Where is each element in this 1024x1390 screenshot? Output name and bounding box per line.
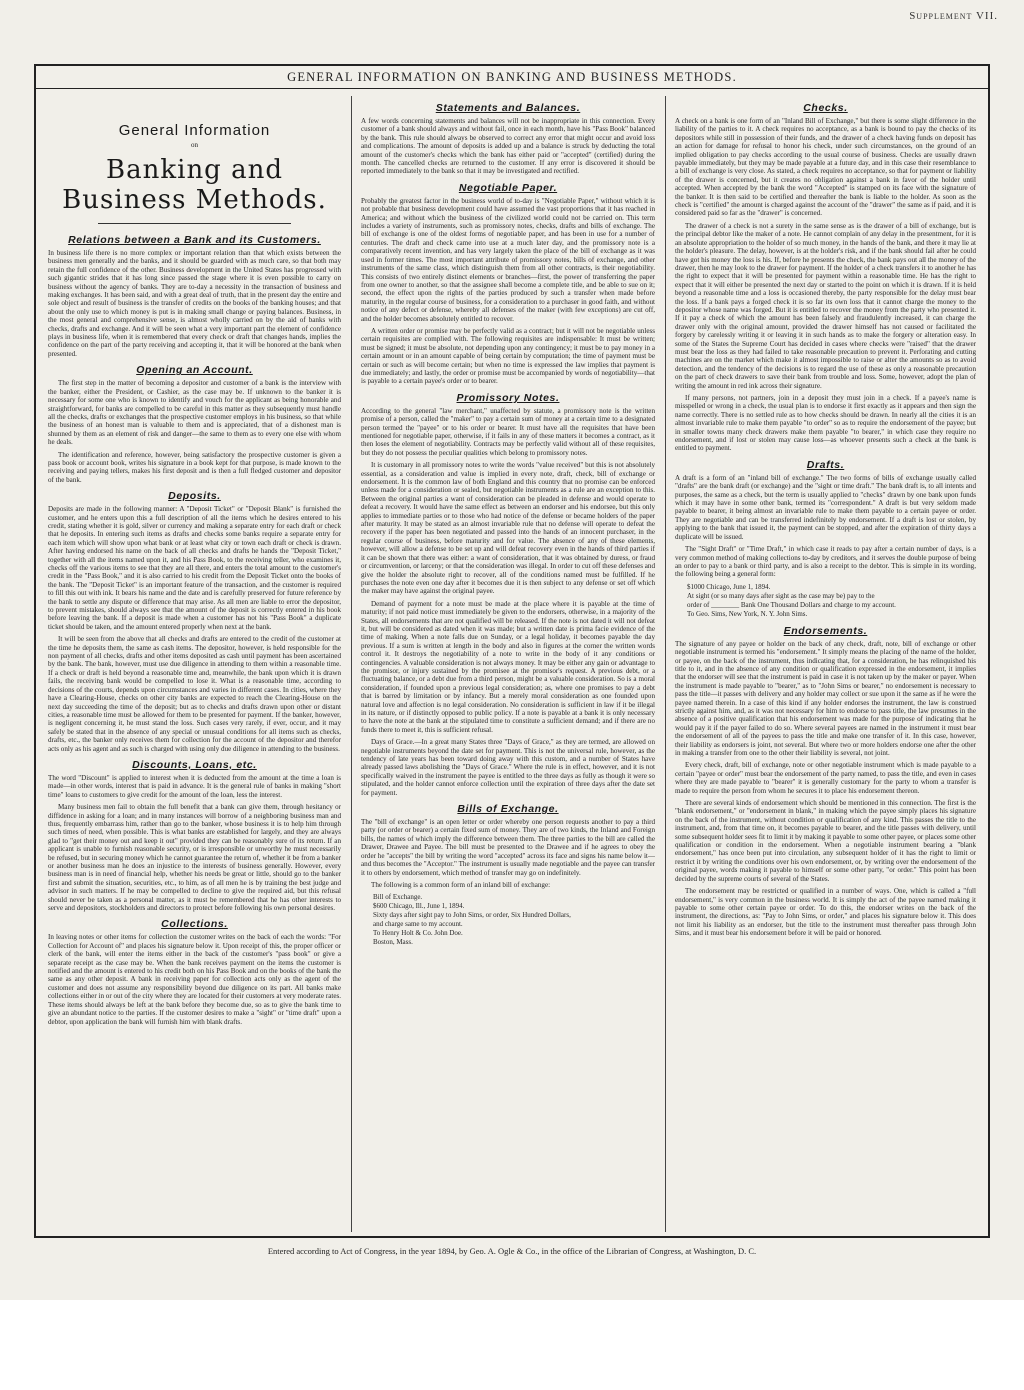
form-line: Boston, Mass. — [373, 938, 413, 947]
masthead-on: on — [191, 141, 198, 149]
section-heading-endorsements: Endorsements. — [783, 624, 868, 637]
bill-of-exchange-form — [373, 893, 655, 947]
header-rule — [36, 88, 988, 89]
section-text-bills: The "bill of exchange" is an open letter or order whereby one person requests another to pay a third party (or order or bearer) a certain fixed sum of money. They are of two kinds, the Inland and Foreign bills, the names of which imply the difference between them. The three parties to the bill are called the Drawer, Drawee and Payee. The bill must be presented to the Drawee and if he agrees to obey the order he "accepts" the bill by writing the word "accepted" across its face and signs his name below it—and thus becomes the "Acceptor." The instrument is usually made negotiable and the payee can transfer it to others by endorsement, which method of transfer may go on indefinitely. — [361, 818, 655, 877]
draft-form — [687, 583, 976, 619]
section-text-deposits: Deposits are made in the following manner: A "Deposit Ticket" or "Deposit Blank" is furnished the customer, and he enters upon this a full description of all the items which he desires entered to his credit, stating whether it is gold, silver or currency and making a separate entry for each draft or check that he deposits. In entering such items as drafts and checks some banks require a separate entry for each item which will show upon what bank or at least what city or town each draft or check is drawn. After having endorsed his name on the back of all checks and drafts he hands the "Deposit Ticket," together with all the items named upon it, and his Pass Book, to the receiving teller, who examines it, checks off the various items to see that they are all there, and enters the total amount to the customer's credit in the "Pass Book," and it is also carried to his credit from the Deposit Ticket onto the books of the bank. The "Deposit Ticket" is an important feature of the transaction, and the customer is required to fill this out with ink. It bears his name and the date and is carefully preserved for future reference by the bank to settle any dispute or difference that may arise. As all men are liable to error the depositor, to prevent mistakes, should always see that the amount of the deposit is correctly entered in his book before leaving the bank. If a deposit is made when a customer has not his "Pass Book" a duplicate ticket should be taken, and the amount entered properly when next at the bank. — [48, 505, 341, 631]
section-text-checks-2: The drawer of a check is not a surety in the same sense as is the drawer of a bill of exchange, but is the principal debtor like the maker of a note. He cannot complain of any delay in the presentment, for it is an absolute appropriation to the holder of so much money, in the hands of the bank, and there it may lie at the holder's pleasure. The delay, however, is at the holder's risk, and if the bank should fail after he could have got his money the loss is his. If, before he presents the check, the bank pays out all the money of the drawer, then he may look to the drawer for payment. If the holder of a check transfers it to another he has the right to expect that it will be presented for payment within a reasonable time. He has the right to expect that it will either be presented the next day or started to the point on which it is drawn. If it is held beyond a reasonable time and a loss is occasioned thereby, the party responsible for the delay must bear the loss. If a bank pays a forged check it is so far its own loss that it cannot charge the money to the depositor whose name was forged. But it is entitled to recover the money from the party who presented it. If it pay a check of which the amount has been falsely and fraudulently increased, it can charge the drawer only with the original amount, provided the drawer himself has not caused or facilitated the forgery by carelessly writing it or leaving it in such hands as to make the forgery or alteration easy. In some of the States the Supreme Court has decided in cases where checks were "raised" that the drawer must bear the loss as they had failed to take reasonable precaution to prevent it. Perforating and cutting machines are on the market which make it almost impossible to raise or alter the amounts so as to avoid detection, and the tendency of the decisions is to regard the use of these as only a reasonable precaution on the part of check drawers to save their bank from trouble and loss. Some, however, adopt the plan of writing the amount in red ink across their signature. — [675, 221, 976, 390]
section-heading-bills: Bills of Exchange. — [457, 803, 559, 816]
supplement-label: Supplement VII. — [909, 10, 998, 22]
section-heading-relations: Relations between a Bank and its Customers. — [68, 234, 321, 246]
masthead-rule — [98, 223, 291, 224]
form-line: $1000 Chicago, June 1, 1894. — [687, 582, 771, 591]
column-middle — [355, 96, 661, 1232]
column-divider — [351, 96, 352, 1232]
section-text-deposits-2: It will be seen from the above that all checks and drafts are entered to the credit of the customer at the time he deposits them, the same as cash items. The depositor, however, is held responsible for the non payment of all checks, drafts and other items deposited as cash until payment has been ascertained by the bank. The bank, however, must use due diligence in attending to them within a reasonable time. If a check or draft is held beyond a reasonable time and, meanwhile, the bank upon which it is drawn fails, the receiving bank would be compelled to lose it. What is a reasonable time, according to decisions of the courts, depends upon circumstances and varies in different cases. In cities, where they have a Clearing-House, checks on other city banks are expected to reach the Clearing-House on the next day succeeding the time of the deposit; but as to checks and drafts drawn upon other or distant cities, a reasonable time must be allowed for them to be presented for payment. If the banker, however, is negligent concerning it, he must stand the loss. Such cases very rarely, if ever, occur, and it may safely be stated that in the absence of any special or unusual conditions for all items such as checks, drafts, etc., the banker only receives them for collection for the account of the depositor and therefor acts only as his agent and as such is charged with using only due diligence in attending to the business. — [48, 635, 341, 753]
column-divider — [665, 96, 666, 1232]
masthead-line1: General Information — [118, 122, 271, 139]
section-text-statements: A few words concerning statements and balances will not be inappropriate in this connection. Every customer of a bank should always and without fail, once in each month, have his "Pass Book" balanced by the bank. This rule should always be observed to correct any error that might occur and avoid loss and complications. The amount of deposits is added up and a balance is struck by deducting the total amount of the customer's checks which the bank has either paid or "accepted" (certified) during the month. The cancelled checks are returned to the customer. If any error is discovered it should be reported immediately to the bank so that it may be investigated and rectified. — [361, 117, 655, 176]
form-line: Bill of Exchange. — [373, 893, 423, 902]
section-text-endorsements-2: Every check, draft, bill of exchange, note or other negotiable instrument which is made payable to a certain "payee or order" must bear the endorsement of the party named, to pass the title, and even in cases where they are made payable to "bearer" it is generally customary for the party to whom a transfer is made to require the person from whom he secures it to place his endorsement thereon. — [675, 761, 976, 795]
section-text-negotiable-2: A written order or promise may be perfectly valid as a contract; but it will not be negotiable unless certain requisites are complied with. The following requisites are indispensable: It must be written; must be signed; it must be absolute, not depending upon any contingency; it must be to pay money in a certain amount or in an amount capable of being certain by computation; the time of payment must be certain or such as will become certain; but when no time is expressed the law implies that payment is due immediately; and lastly, the order or promise must be accompanied by words of negotiability—that is payable to a certain payee's order or to bearer. — [361, 326, 655, 386]
masthead-title: Banking and Business Methods. — [62, 155, 327, 215]
content-frame — [34, 64, 990, 1238]
form-line: Sixty days after sight pay to John Sims, or order, Six Hundred Dollars, — [373, 911, 571, 920]
section-heading-checks: Checks. — [803, 102, 848, 114]
section-text-checks: A check on a bank is one form of an "Inland Bill of Exchange," but there is some slight difference in the liability of the parties to it. A check requires no acceptance, as a bank is bound to pay the checks of its depositors while still in possession of their funds, and the drawer of a check having funds on deposit has an action for damage for refusal to honor his check, under such circumstances, on the ground of an implied obligation to pay checks according to the usual course of business. Checks are usually drawn payable immediately, but they may be made payable at a future day, and in this case their resemblance to a bill of exchange is very close. As stated, a check requires no acceptance, so that for payment or liability of the drawer is concerned, but it creates no obligation against a bank in favor of the holder until accepted. When accepted by the bank the word "Accepted" is stamped on its face with the signature of the banker. It is then said to be certified and thereafter the bank is liable to the holder. As soon as the check is "certified" the amount is charged against the account of the "drawer" the same as if paid, and it is considered paid so far as the "drawer" is concerned. — [675, 117, 976, 218]
column-left — [42, 96, 347, 1232]
form-line: To Geo. Sims, New York, N. Y. John Sims. — [687, 609, 808, 618]
page-header: GENERAL INFORMATION ON BANKING AND BUSINESS METHODS. — [287, 70, 737, 84]
form-line: At sight (or so many days after sight as the case may be) pay to the — [687, 591, 875, 600]
section-heading-opening: Opening an Account. — [136, 364, 253, 377]
section-heading-collections: Collections. — [161, 918, 228, 931]
section-text-bills-2: The following is a common form of an inland bill of exchange: — [371, 880, 551, 889]
section-heading-discounts: Discounts, Loans, etc. — [132, 758, 257, 771]
section-text-promissory-4: Days of Grace.—In a great many States three "Days of Grace," as they are termed, are allowed on negotiable instruments beyond the date set for payment. This is not the universal rule, however, as the tendency of late years has been toward doing away with this custom, and a number of States have already passed laws abolishing the "Days of Grace." Where the rule is in effect, however, and it is not specifically waived in the instrument the payee is entitled to the three days as fully as though it were so stipulated, and the holder cannot enforce collection until the expiration of three days after the date set for payment. — [361, 738, 655, 797]
form-line: and charge same to my account. — [373, 920, 463, 929]
section-heading-negotiable: Negotiable Paper. — [458, 181, 558, 194]
section-text-drafts-2: The "Sight Draft" or "Time Draft," in which case it reads to pay after a certain number of days, is a very common method of making collections to-day by creditors, and it serves the double purpose of being an order to pay to a bank or third party, and is also a receipt to the debtor. This is simple in its wording, the following being a general form: — [675, 545, 976, 579]
bottom-margin — [0, 1300, 1024, 1390]
section-text-drafts: A draft is a form of an "inland bill of exchange." The two forms of bills of exchange usually called "drafts" are the bank draft (or exchange) and the "sight or time draft." The bank draft is, to all intents and purposes, the same as a check, but the term is usually applied to "checks" drawn by one bank upon funds which it may have in some other bank, termed its "correspondent." A draft is but very seldom made payable to bearer, it being almost an invariable rule to make them payable to a certain payee or order. They are negotiable and can be transferred indefinitely by endorsement. If a draft is lost or stolen, by applying to the bank that issued it, the payment can be stopped, and after the expiration of thirty days a duplicate will be issued. — [675, 473, 976, 541]
column-right — [669, 96, 982, 1232]
form-line: order of ________ Bank One Thousand Dollars and charge to my account. — [687, 600, 896, 609]
section-text-relations: In business life there is no more complex or important relation than that which exists between the business men generally and the banks, and it should be guarded with as much care, so that both may retain the full confidence of the other. Business development in the United States has progressed with such gigantic strides that it has long since passed the stage where it is even possible to carry on business without the agency of banks. They are to-day a necessity in the transaction of business and making exchanges. It has been said, and with a great deal of truth, that in the present day the entire and sole object and result of business is the transfer of credits on the books of the banking houses; and that about the only use to which money is put is in making small change or paying balances. Business, in the most general and comprehensive sense, is almost wholly carried on by the aid of banks with checks, drafts and exchange. And it will be seen what a very important part the element of confidence plays in business life, when it is remembered that every check or draft that changes hands, implies the confidence on the part of the party receiving and accepting it, that it will be honored at the bank when presented. — [48, 249, 341, 358]
section-text-discounts-2: Many business men fail to obtain the full benefit that a bank can give them, through hesitancy or diffidence in asking for a loan; and in many instances will borrow of a neighboring business man and thus, frequently embarrass him, rather than go to the banker, whose business it is to help him through such times of need, when possible. This is what banks are established for largely, and they are always glad to "get their money out and keep it out" provided they can be reasonably sure of its return. If an applicant is unable to furnish reasonable security, or is irresponsible or unworthy he must necessarily be refused, but in securing money which he cannot guarantee the return of, whether it be from a banker or another business man he does an injustice to the interests of business generally. However, every business man is in need of financial help, whether his needs be great or little, should go to the banker first and submit the situation, securities, etc., to him, as of all men he is by training the best judge and advisor in such matters. If he may be compelled to decline to give the required aid, but this refusal should never be taken as a personal matter, as it must be remembered that he has other interests to serve and depositors, stockholders and directors to protect before following his own personal desires. — [48, 803, 341, 913]
copyright-footer: Entered according to Act of Congress, in the year 1894, by Geo. A. Ogle & Co., in the office of the Librarian of Congress, at Washington, D. C. — [267, 1246, 757, 1256]
section-heading-drafts: Drafts. — [806, 458, 845, 471]
section-text-negotiable: Probably the greatest factor in the business world of to-day is "Negotiable Paper," without which it is not probable that business development could have assumed the vast proportions that it has reached in America; and without which the business of the civilized world could not be carried on. This term includes a variety of instruments, such as promissory notes, checks, drafts and bills of exchange. The bill of exchange is one of the oldest forms of negotiable paper, and has been in use for a number of centuries. The draft and check came into use at a much later day, and the promissory note is a comparatively recent invention, and has very largely taken the place of the bill of exchange as it was used in former times. The most important attribute of promissory notes, bills of exchange, and other instruments of the same class, which distinguish them from all other contracts, is their negotiability. This consists of two entirely distinct elements or branches—first, the power of transferring the paper from one owner to another, so that the assignee shall become a complete title, and be able to sue on it; second, the effect upon the rights of the parties produced by such a transfer when made before maturity, in the regular course of business, for a consideration to a purchaser in good faith, and without notice of any defect or defense, whereby all defenses of the maker (with few exceptions) are cut off, and the holder becomes absolutely entitled to recover. — [361, 196, 655, 323]
form-line: To Henry Holt & Co. John Doe. — [373, 929, 463, 938]
section-heading-statements: Statements and Balances. — [435, 102, 581, 114]
section-text-promissory-2: It is customary in all promissory notes to write the words "value received" but this is not absolutely essential, as a consideration and value is implied in every note, draft, check, bill of exchange or endorsement. It is the common law of both England and this country that no promise can be enforced unless made for a consideration or sealed, but negotiable instruments as a rule are an exception to this. Between the original parties a want of consideration can be pleaded in defense and would operate to defeat a recovery. It would have the same effect as between an endorser and his endorsee, but this only applies to immediate parties or to those who had notice of the defense or became holders of the paper after maturity. It may be stated as an almost invariable rule that no defense will operate to defeat the recovery if the paper has been negotiated and passed into the hands of an innocent purchaser, in the regular course of business, before maturity and for value. The absence of any of these elements, however, will allow a defense to be set up and will defeat recovery even in the hands of third parties if it can be shown that there was either: a want of consideration, that it was obtained by duress, or fraud or circumvention, or larceny; or that the consideration was illegal. In order to cut off these defenses and give the holder the absolute right to recover, all of the conditions named must be fulfilled. If he purchases the note even one day after it becomes due it is then subject to any defense or set off which the maker may have against the original payee. — [361, 461, 655, 596]
section-text-discounts: The word "Discount" is applied to interest when it is deducted from the amount at the time a loan is made—in other words, interest that is paid in advance. It is the general rule of banks in making "short time" loans to customers to give credit for the amount of the loan, less the interest. — [48, 773, 341, 799]
section-text-opening: The first step in the matter of becoming a depositor and customer of a bank is the interview with the banker, either the President, or Cashier, as the case may be. If unknown to the banker it is necessary for some one who is known to identify and vouch for the applicant as being honorable and straightforward, for banks are compelled to be careful in this matter as they subsequently must handle all the checks, drafts or exchanges that the prospective customer employs in his business, so that while the business of an honest man is valuable to them and is appreciated, that of a dishonest man is shunned by them as an element of risk and danger—the same to them as to every one else with whom he deals. — [48, 379, 341, 447]
form-line: $600 Chicago, Ill., June 1, 1894. — [373, 902, 465, 911]
section-heading-promissory: Promissory Notes. — [456, 391, 560, 404]
section-text-endorsements: The signature of any payee or holder on the back of any check, draft, note, bill of exchange or other negotiable instrument is termed his "endorsement." It simply means the placing of the name of the holder, or payee, on the back of the instrument, thus indicating that, for a consideration, he has relinquished his title to it, and in the absence of any condition or qualification expressed in the endorsement, it implies that the endorser will see that the instrument is paid in case it is not taken up by the maker or payer. When the instrument is made payable to "bearer," as to "John Sims or bearer," no endorsement is necessary to pass the title—it passes with delivery and any holder may collect or sue upon it the same as if he were the payee named therein. In a case of this kind if any holder endorses the instrument, the law is construed strictly against him, and, as it was not necessary for him to endorse to pass title, the law presumes in the absence of a positive qualification that his endorsement was made for the purpose of indicating that he would pay it if the payer failed to do so. Where several payees are named in the instrument it must bear the endorsement of all of the payees to pass the title and make one transfer of it. In this case, however, their liability as endorsers is joint, not several. But where two or more holders endorse one after the other in making a transfer from one to the other their liability is several, not joint. — [675, 639, 976, 757]
section-text-promissory-3: Demand of payment for a note must be made at the place where it is payable at the time of maturity; if not paid notice must immediately be given to the endorsers, otherwise, in a majority of the States, all endorsements that are not qualified will be released. If the note is not dated it will not defeat it, but will be considered as dated when it was made; but a written date is prima facie evidence of the time of making. When a note falls due on Sunday, or a legal holiday, it becomes payable the day previous. If a sum is written at length in the body and also in figures at the corner the written words control it. It destroys the negotiability of a note to write in the body of it any conditions or contingencies. A valuable consideration is not always money. It may be either any gain or advantage to the promisor, or injury sustained by the promisee at the promisor's request. A previous debt, or a fluctuating balance, or a debt due from a third person, might be a valuable consideration. So is a moral consideration, if founded upon a previous legal consideration; as, where one promises to pay a debt that is barred by limitation or by infancy. But a merely moral consideration as one founded upon natural love and affection is no legal consideration. No consideration is sufficient in law if it be illegal in its nature, or if distinctly opposed to public policy. If a note is payable at a bank it is only necessary to have the note at the bank at the stipulated time to constitute a sufficient demand; and if there are no funds there to meet it, this is sufficient refusal. — [361, 599, 655, 734]
section-text-collections: In leaving notes or other items for collection the customer writes on the back of each the words: "For Collection for Account of" and places his signature below it. Upon receipt of this, the proper officer or clerk of the bank, will enter the items either in the back of the customer's "pass book" or give a separate receipt as the case may be. When the bank receives payment on the items the customer is notified and the amount is entered to his credit both on his Pass Book and on the books of the bank the same as any other deposit. A bank in receiving paper for collection acts only as the agent of the customer and does not assume any responsibility beyond due diligence on its part. All banks make collections either in or out of the city where they are located for their customers at very moderate rates. These items should always be left at the bank before they become due, so as to give the bank time to give an abundant notice to the parties. If the customer desires to make a "sight" or "time draft" upon a debtor, upon application the bank will furnish him with blank drafts. — [48, 933, 341, 1026]
section-text-opening-2: The identification and reference, however, being satisfactory the prospective customer is given a pass book or account book, writes his signature in a book kept for that purpose, is made known to the receiving and paying tellers, makes his first deposit and is then a full fledged customer and depositor of the bank. — [48, 450, 341, 484]
section-text-checks-3: If many persons, not partners, join in a deposit they must join in a check. If a payee's name is misspelled or wrong in a check, the usual plan is to endorse it first exactly as it appears and then sign the name correctly. There is no settled rule as to how checks should be drawn. In nearly all the cities it is an almost invariable rule to make them payable "to order" so as to require the endorsement of the payee; but in smaller towns many check drawers make them payable "to bearer," in which case they require no endorsement, and if lost or stolen may cause loss—as whoever presents such a check at the bank is entitled to payment. — [675, 394, 976, 453]
section-text-promissory: According to the general "law merchant," unaffected by statute, a promissory note is the written promise of a person, called the "maker" to pay a certain sum of money at a certain time to a designated person termed the "payee" or to his order or bearer. It must have all the requisites that have been mentioned for negotiable paper, otherwise, if it fails in any of these matters it becomes a contract, as it then loses the element of negotiability. Contracts may be perfectly valid without all of these requisites, but they do not possess the peculiar qualities which belong to promissory notes. — [361, 406, 655, 457]
section-text-endorsements-4: The endorsement may be restricted or qualified in a number of ways. One, which is called a "full endorsement," is very common in the business world. It is simply the act of the payee named making it payable to some other certain payee or order. To do this, the endorser writes on the back of the instrument, the directions, as: "Pay to John Sims, or order," and places his signature below it. This does not limit his liability as an endorser, but the title to the instrument must thereafter pass through John Sims, and it must bear his endorsement before it will be paid or honored. — [675, 887, 976, 938]
section-heading-deposits: Deposits. — [168, 490, 221, 503]
section-text-endorsements-3: There are several kinds of endorsement which should be mentioned in this connection. The first is the "blank endorsement," or "endorsement in blank," in making which the payee simply places his signature on the back of the instrument, without condition or qualification of any kind. This passes the title to the instrument, and, from that time on, it becomes payable to bearer, and the title passes with delivery, until some subsequent holder sees fit to limit it by making it payable to some other payee, or places some other qualification or condition in the endorsement. When a negotiable instrument bearing a "blank endorsement," has once been put into circulation, any subsequent holder of it has the right to limit or restrict it by writing the conditions over his own endorsement, or, by writing over the endorsement of the original payee, words making it payable to himself or some other party, "or order." This point has been decided by the supreme courts of several of the States. — [675, 799, 976, 883]
